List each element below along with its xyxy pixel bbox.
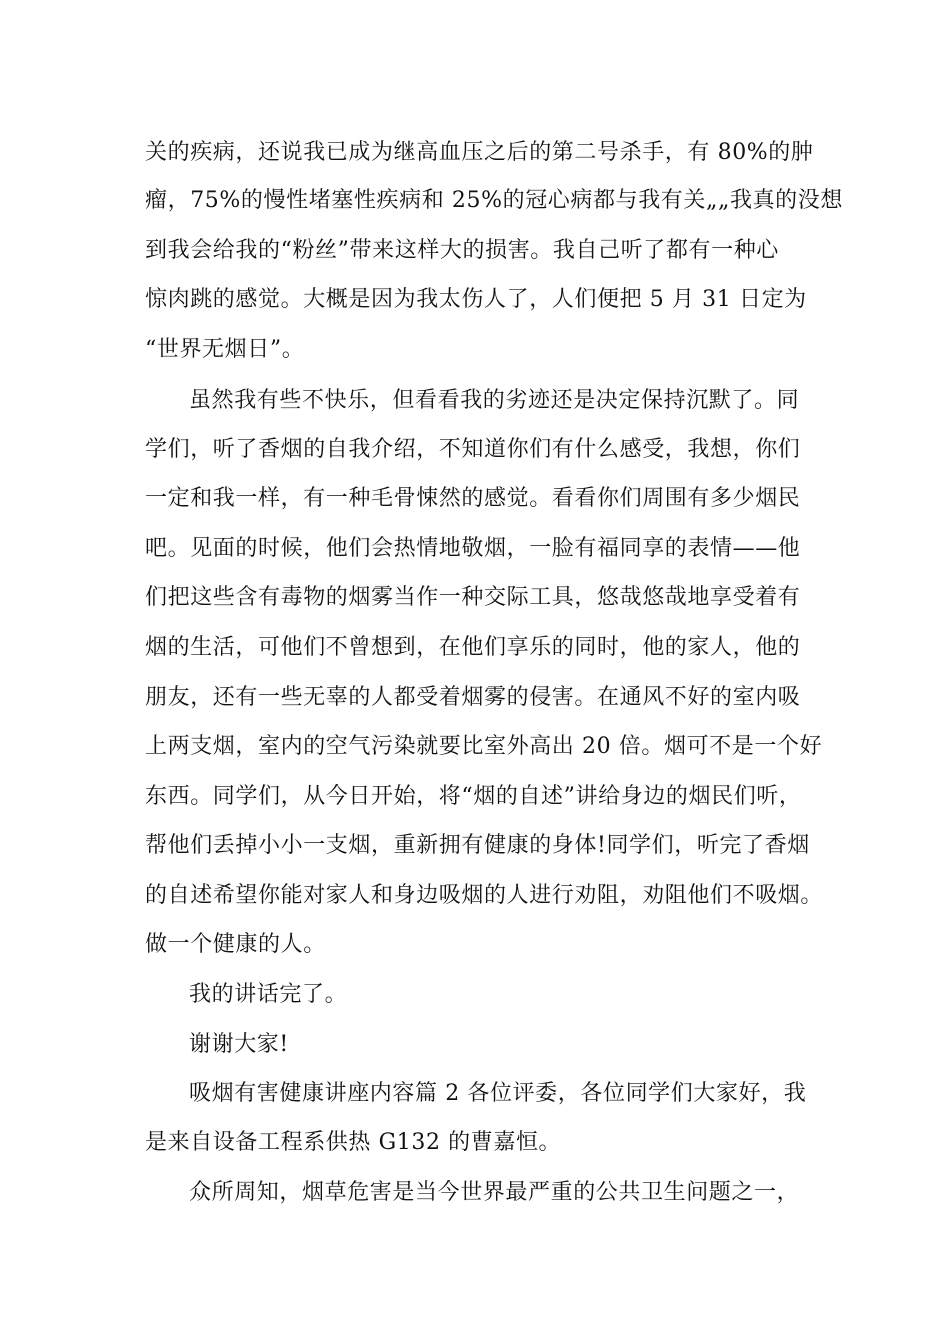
text-line: 烟的生活，可他们不曾想到，在他们享乐的同时，他的家人，他的	[145, 635, 801, 660]
text-line: 我的讲话完了。	[189, 982, 348, 1007]
text-line: 到我会给我的“粉丝”带来这样大的损害。我自己听了都有一种心	[145, 238, 779, 263]
text-line: 瘤，75%的慢性堵塞性疾病和 25%的冠心病都与我有关„„我真的没想	[145, 188, 843, 213]
text-line: 的自述希望你能对家人和身边吸烟的人进行劝阻，劝阻他们不吸烟。	[145, 883, 824, 908]
text-line: 们把这些含有毒物的烟雾当作一种交际工具，悠哉悠哉地享受着有	[145, 585, 801, 610]
text-line: 朋友，还有一些无辜的人都受着烟雾的侵害。在通风不好的室内吸	[145, 685, 801, 710]
text-line: 帮他们丢掉小小一支烟，重新拥有健康的身体!同学们，听完了香烟	[145, 833, 810, 858]
text-line: 是来自设备工程系供热 G132 的曹嘉恒。	[145, 1130, 562, 1155]
text-line: “世界无烟日”。	[145, 337, 305, 362]
text-line: 关的疾病，还说我已成为继高血压之后的第二号杀手，有 80%的肿	[145, 140, 814, 165]
text-line: 吧。见面的时候，他们会热情地敬烟，一脸有福同享的表情——他	[145, 536, 801, 561]
text-line: 虽然我有些不快乐，但看看我的劣迹还是决定保持沉默了。同	[189, 388, 800, 413]
text-line: 做一个健康的人。	[145, 932, 326, 957]
text-line: 学们，听了香烟的自我介绍，不知道你们有什么感受，我想，你们	[145, 437, 801, 462]
text-line: 东西。同学们，从今日开始，将“烟的自述”讲给身边的烟民们听，	[145, 784, 802, 809]
text-line: 吸烟有害健康讲座内容篇 2 各位评委，各位同学们大家好，我	[189, 1081, 807, 1106]
text-line: 惊肉跳的感觉。大概是因为我太伤人了，人们便把 5 月 31 日定为	[145, 287, 807, 312]
text-line: 一定和我一样，有一种毛骨悚然的感觉。看看你们周围有多少烟民	[145, 486, 801, 511]
text-line: 谢谢大家!	[189, 1032, 289, 1057]
text-line: 众所周知，烟草危害是当今世界最严重的公共卫生问题之一，	[189, 1180, 800, 1205]
text-line: 上两支烟，室内的空气污染就要比室外高出 20 倍。烟可不是一个好	[145, 734, 823, 759]
